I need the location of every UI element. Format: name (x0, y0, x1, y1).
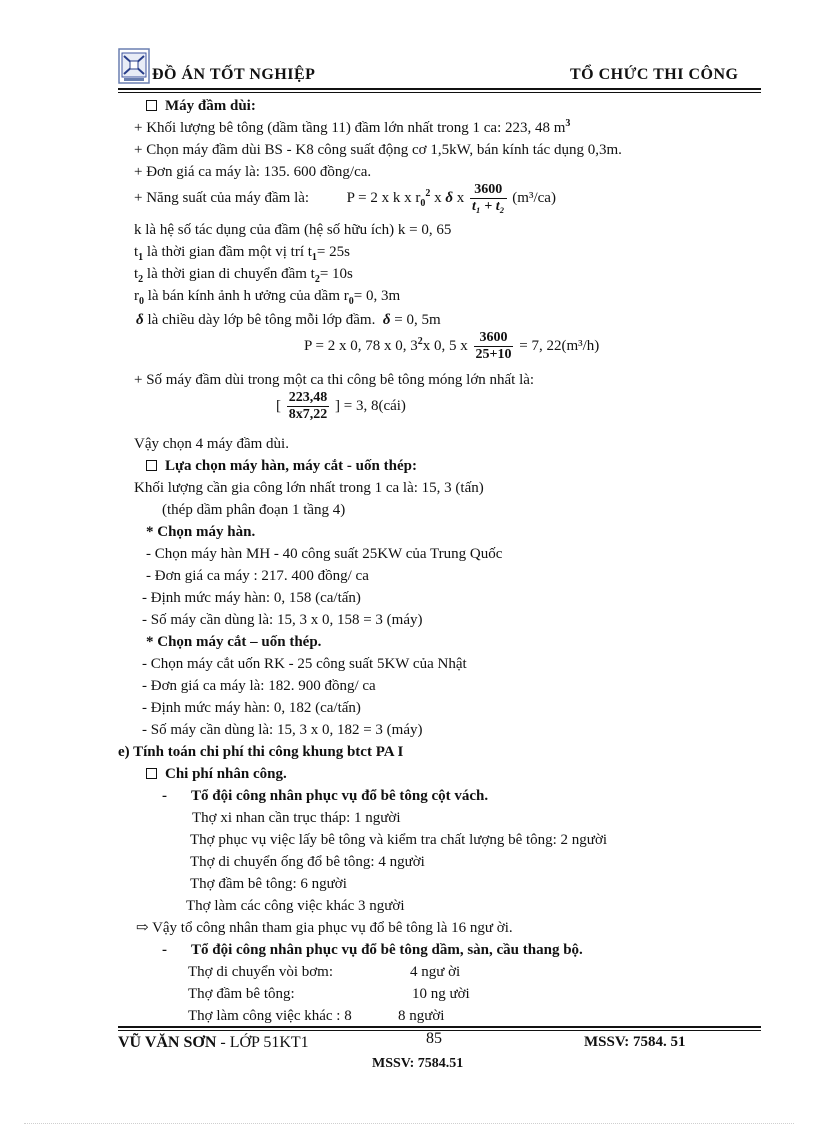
section-heading: Chi phí nhân công. (146, 764, 287, 784)
text-line: Thợ làm công việc khác : 8 (188, 1008, 352, 1024)
text-line: - Số máy cần dùng là: 15, 3 x 0, 182 = 3 (máy) (142, 722, 423, 738)
text-line: δ là chiều dày lớp bê tông mỗi lớp đầm. δ = 0, 5m (136, 312, 441, 328)
header-right-title: TỔ CHỨC THI CÔNG (570, 66, 739, 83)
page-number: 85 (426, 1030, 442, 1047)
formula-line: P = 2 x 0, 78 x 0, $3^2x$ 0, 5 x $\frac{3600}{25+10}$ = 7, 22(m³/h) (304, 330, 600, 362)
text-line: + Khối lượng bê tông (dầm tầng 11) đầm lớn nhất trong 1 ca: 223, 48 $m^3$ (134, 118, 571, 136)
text-line: Thợ di chuyển ống đổ bê tông: 4 người (190, 854, 425, 870)
fraction: $\frac{223,48}{8x7,22}$ (288, 390, 328, 422)
text-line: + Số máy đầm dùi trong một ca thi công bê tông móng lớn nhất là: (134, 372, 535, 388)
text-line: - Đơn giá ca máy : 217. 400 đồng/ ca (146, 568, 369, 584)
section-title: e) Tính toán chi phí thi công khung btct PA I (118, 744, 404, 760)
text-line: Khối lượng cần gia công lớn nhất trong 1 ca là: 15, 3 (tấn) (134, 480, 484, 496)
group-heading: - Tổ đội công nhân phục vụ đổ bê tông cột vách. (162, 788, 489, 804)
fraction: $\frac{3600}{\text{t₁ + t₂}}$ (472, 182, 505, 214)
group-heading: - Tổ đội công nhân phục vụ đổ bê tông dầm, sàn, cầu thang bộ. (162, 942, 583, 958)
text-line: ⇨ Vậy tổ công nhân tham gia phục vụ đổ bê tông là 16 ngư ời. (136, 920, 513, 936)
text-line: k là hệ số tác dụng của đầm (hệ số hữu ích) k = 0, 65 (134, 222, 452, 238)
formula-line: [ $\frac{223,48}{8x7,22}$ ] = 3, 8(cái) (276, 390, 406, 422)
text-line: - Số máy cần dùng là: 15, 3 x 0, 158 = 3 (máy) (142, 612, 423, 628)
header-rule-thick (118, 88, 761, 90)
square-bullet-icon (146, 460, 157, 471)
footer-mssv-right: MSSV: 7584. 51 (584, 1034, 686, 1050)
text-line: Thợ đầm bê tông: (188, 986, 295, 1002)
text-line: $r_0$ là bán kính ảnh h ưởng của dầm $r_0= 0$, 3m (134, 288, 401, 307)
section-heading: Máy đầm dùi: (146, 96, 256, 116)
text-line: Thợ di chuyển vòi bơm: (188, 964, 334, 980)
text-line: - Định mức máy hàn: 0, 182 (ca/tấn) (142, 700, 361, 716)
text-line: Vậy chọn 4 máy đầm dùi. (134, 436, 289, 452)
text-line: Thợ làm các công việc khác 3 người (186, 898, 405, 914)
footer-author: VŨ VĂN SƠN - LỚP 51KT1 (118, 1034, 309, 1051)
footer-rule-thick (118, 1026, 761, 1028)
text-line: - Chọn máy hàn MH - 40 công suất 25KW của Trung Quốc (146, 546, 503, 562)
text-line: + Đơn giá ca máy là: 135. 600 đồng/ca. (134, 164, 372, 180)
square-bullet-icon (146, 100, 157, 111)
school-logo-icon (118, 48, 150, 84)
text-line: 10 ng ười (412, 986, 470, 1002)
text-line: Thợ phục vụ việc lấy bê tông và kiểm tra chất lượng bê tông: 2 người (190, 832, 608, 848)
formula-line: + Năng suất của máy đầm là: P = 2 x k x $r_0^2$ x δ x $\frac{3600}{\text{t₁ + t₂}}$ (m³/ca) (134, 182, 556, 214)
header-rule-thin (118, 92, 761, 93)
text-line: 4 ngư ời (410, 964, 461, 980)
text-line: $t_1$ là thời gian đầm một vị trí $t_1= 25s$ (134, 244, 350, 263)
text-line: - Đơn giá ca máy là: 182. 900 đồng/ ca (142, 678, 376, 694)
header-left-title: ĐỒ ÁN TỐT NGHIỆP (152, 66, 316, 83)
fraction: $\frac{3600}{25+10}$ (475, 330, 512, 362)
text-line: + Chọn máy đầm dùi BS - K8 công suất động cơ 1,5kW, bán kính tác dụng 0,3m. (134, 142, 622, 158)
text-line: - Định mức máy hàn: 0, 158 (ca/tấn) (142, 590, 361, 606)
square-bullet-icon (146, 768, 157, 779)
section-heading: Lựa chọn máy hàn, máy cắt - uốn thép: (146, 456, 417, 476)
text-line: (thép dầm phân đoạn 1 tầng 4) (162, 502, 346, 518)
text-line: - Chọn máy cắt uốn RK - 25 công suất 5KW của Nhật (142, 656, 467, 672)
subsection-heading: * Chọn máy cắt – uốn thép. (146, 634, 322, 650)
text-line: $t_2$ là thời gian di chuyển đầm $t_2= 10s$ (134, 266, 353, 285)
text-line: 8 người (398, 1008, 445, 1024)
subsection-heading: * Chọn máy hàn. (146, 524, 256, 540)
footer-mssv-center: MSSV: 7584.51 (372, 1056, 464, 1071)
text-line: Thợ xi nhan cần trục tháp: 1 người (192, 810, 401, 826)
arrow-right-icon: ⇨ (136, 920, 149, 936)
text-line: Thợ đầm bê tông: 6 người (190, 876, 347, 892)
